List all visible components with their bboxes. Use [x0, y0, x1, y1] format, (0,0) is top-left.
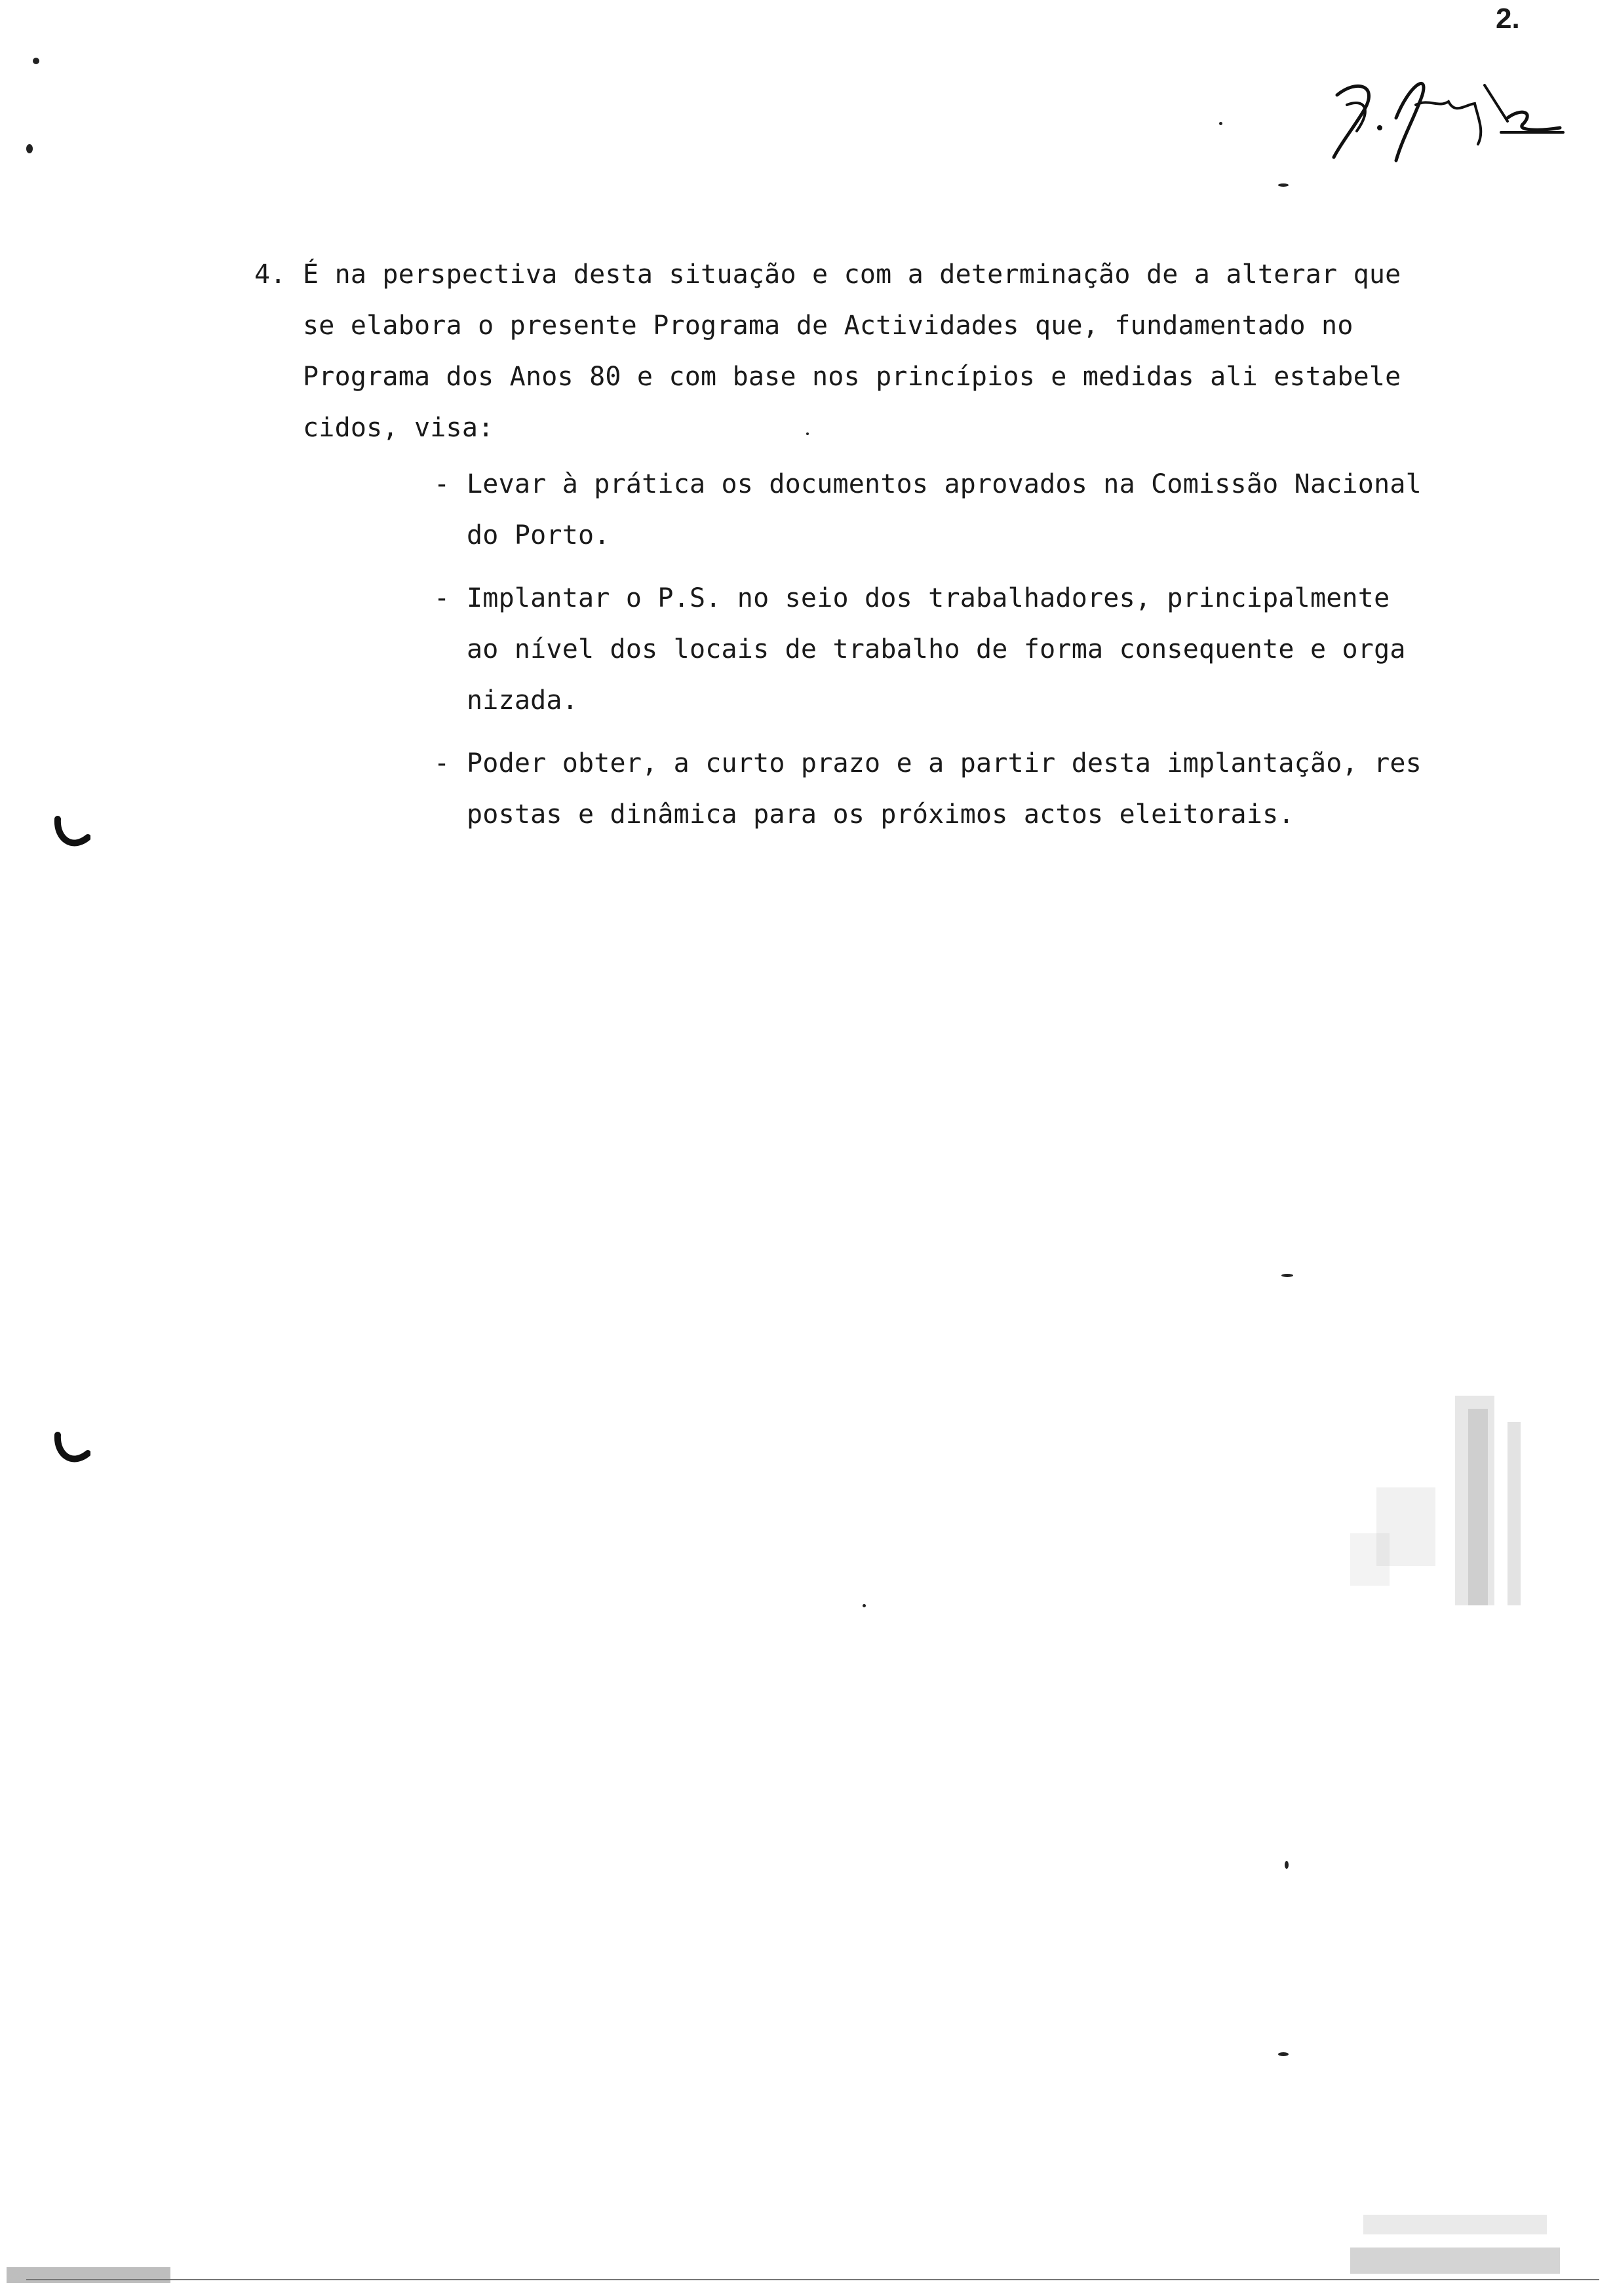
scan-speck — [1285, 1861, 1289, 1869]
scan-speck — [1278, 2052, 1289, 2056]
page-number: 2. — [1496, 3, 1520, 35]
bullet-line: Implantar o P.S. no seio dos trabalhadores, principalmente — [467, 583, 1390, 613]
scan-noise — [1337, 1383, 1553, 1632]
bullet-line: do Porto. — [467, 520, 610, 550]
page-bottom-edge — [26, 2279, 1599, 2280]
bullet-line: ao nível dos locais de trabalho de forma consequente e orga — [467, 634, 1406, 664]
bullet-dash: - — [434, 748, 450, 778]
bullet-dash: - — [434, 469, 450, 499]
scan-speck — [33, 58, 39, 64]
bullet-line: nizada. — [467, 685, 578, 716]
scan-noise — [1350, 2208, 1566, 2280]
punch-hole-mark — [52, 813, 90, 851]
paragraph-line: É na perspectiva desta situação e com a determinação de a alterar que — [303, 259, 1401, 290]
scan-speck — [806, 432, 809, 435]
bullet-line: postas e dinâmica para os próximos actos eleitorais. — [467, 799, 1294, 830]
punch-hole-mark — [52, 1428, 90, 1466]
scan-noise — [7, 2254, 177, 2287]
handwritten-signature — [1317, 59, 1566, 170]
scan-speck — [1281, 1274, 1293, 1277]
scan-speck — [1278, 183, 1289, 187]
bullet-dash: - — [434, 583, 450, 613]
scan-speck — [863, 1604, 866, 1607]
paragraph-line: cidos, visa: — [303, 413, 494, 443]
scan-speck — [26, 144, 33, 153]
scan-speck — [1219, 122, 1222, 125]
bullet-line: Poder obter, a curto prazo e a partir desta implantação, res — [467, 748, 1422, 778]
paragraph-number: 4. — [254, 259, 286, 290]
paragraph-line: Programa dos Anos 80 e com base nos princípios e medidas ali estabele — [303, 362, 1401, 392]
paragraph-line: se elabora o presente Programa de Actividades que, fundamentado no — [303, 311, 1353, 341]
bullet-line: Levar à prática os documentos aprovados na Comissão Nacional — [467, 469, 1422, 499]
